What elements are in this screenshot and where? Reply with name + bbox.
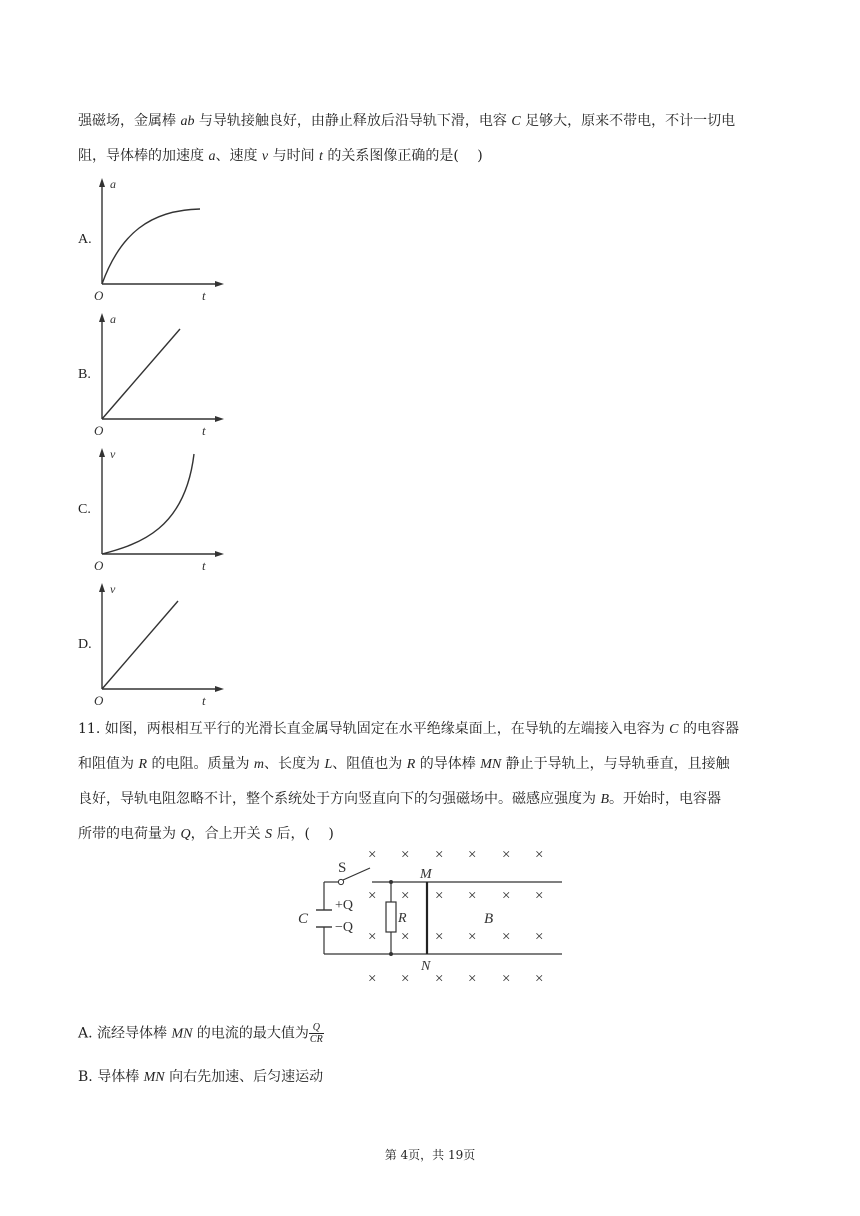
label-n: N [421, 959, 431, 974]
option-b-label[interactable]: B. [78, 367, 91, 382]
field-cross: × [535, 847, 544, 863]
field-cross: × [368, 971, 377, 987]
field-cross: × [435, 847, 444, 863]
q11-option-a[interactable]: A. 流经导体棒 MN 的电流的最大值为 $\frac{Q}{CR}$ [78, 1022, 323, 1045]
field-cross: × [368, 847, 377, 863]
field-cross: × [435, 888, 444, 904]
field-cross: × [401, 971, 410, 987]
field-cross: × [502, 847, 511, 863]
label-m: M [420, 867, 432, 882]
q11-option-b[interactable]: B. 导体棒 MN 向右先加速、后匀速运动 [78, 1069, 324, 1085]
field-cross: × [468, 971, 477, 987]
field-cross: × [535, 929, 544, 945]
field-cross: × [401, 929, 410, 945]
switch-label: S [338, 860, 347, 876]
field-cross: × [468, 888, 477, 904]
option-b-graph[interactable] [90, 309, 230, 439]
field-cross: × [401, 888, 410, 904]
field-cross: × [502, 971, 511, 987]
y-axis-label: v [110, 447, 116, 461]
field-cross: × [502, 888, 511, 904]
field-cross: × [468, 847, 477, 863]
field-cross: × [535, 971, 544, 987]
origin-label: O [94, 288, 104, 303]
q10-stem: 强磁场，金属棒 ab 与导轨接触良好，由静止释放后沿导轨下滑，电容 C 足够大，原来不带电，不计一切电 阻，导体棒的加速度 a、速度 v 与时间 t 的关系图像正确的是( ) [78, 113, 736, 164]
field-cross: × [502, 929, 511, 945]
x-axis-label: t [202, 693, 206, 708]
field-cross: × [535, 888, 544, 904]
x-axis-label: t [202, 288, 206, 303]
x-axis-label: t [202, 558, 206, 573]
option-c-label[interactable]: C. [78, 502, 91, 517]
label-b: B [484, 911, 494, 927]
label-minus-q: −Q [335, 920, 354, 935]
field-cross: × [468, 929, 477, 945]
y-axis-label: a [110, 312, 116, 326]
field-cross: × [368, 929, 377, 945]
option-d-label[interactable]: D. [78, 637, 92, 652]
option-c-graph[interactable] [90, 444, 230, 574]
fraction: $\frac{Q}{CR}$ [309, 1022, 323, 1045]
q11-stem: 11. 如图，两根相互平行的光滑长直金属导轨固定在水平绝缘桌面上，在导轨的左端接入电容为 C 的电容器 和阻值为 R 的电阻。质量为 m、长度为 L、阻值也为 R 的导体棒 MN 静止于导轨上，与导轨垂直，且接触 良好，导轨电阻忽略不计，整个系统处于方向竖直向下的匀强磁场中。磁感应强度为 B。开始时，电容器 所带的电荷量为 Q，合上开关 S 后，( ) [78, 721, 739, 842]
option-d-graph[interactable] [90, 579, 230, 709]
field-cross: × [368, 888, 377, 904]
x-axis-label: t [202, 423, 206, 438]
field-cross: × [401, 847, 410, 863]
origin-label: O [94, 693, 104, 708]
label-plus-q: +Q [335, 898, 354, 913]
y-axis-label: a [110, 177, 116, 191]
field-cross: × [435, 929, 444, 945]
circuit-diagram [290, 842, 580, 992]
field-cross: × [435, 971, 444, 987]
origin-label: O [94, 423, 104, 438]
label-c: C [298, 911, 309, 927]
option-a-label[interactable]: A. [78, 232, 92, 247]
option-a-graph[interactable] [90, 174, 230, 304]
origin-label: O [94, 558, 104, 573]
y-axis-label: v [110, 582, 116, 596]
page-footer: 第 4页，共 19页 [384, 1148, 476, 1162]
label-r: R [398, 911, 407, 926]
